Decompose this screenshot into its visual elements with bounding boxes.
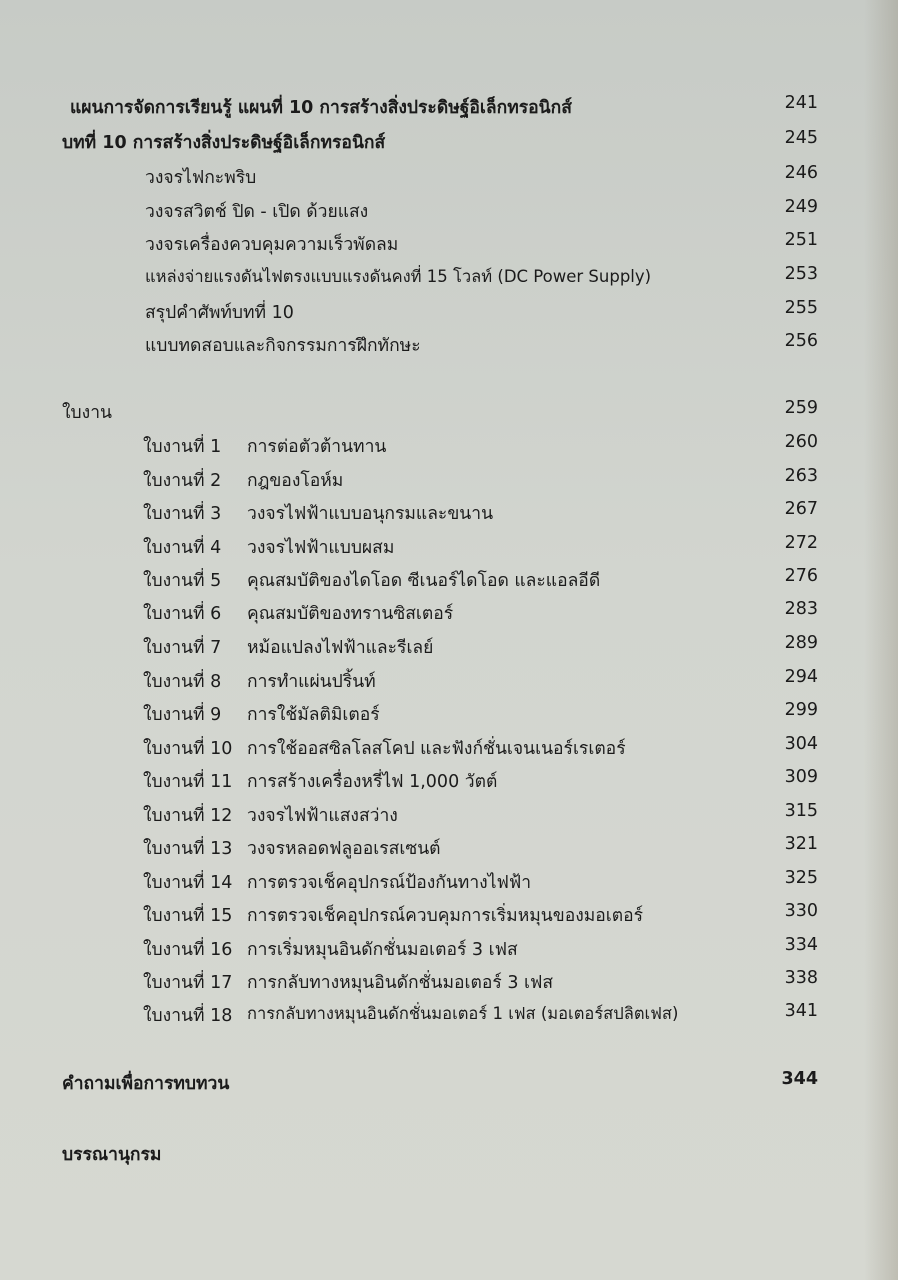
toc-worksheet-entry bbox=[0, 566, 898, 596]
toc-entry-page: 256 bbox=[784, 331, 818, 351]
toc-entry-page: 251 bbox=[784, 230, 818, 250]
toc-worksheet-entry bbox=[0, 466, 898, 496]
worksheet-label: ใบงานที่ 4 bbox=[143, 538, 222, 558]
toc-entry-page: 304 bbox=[784, 734, 818, 754]
toc-entry-title: การใช้มัลติมิเตอร์ bbox=[247, 705, 380, 725]
worksheet-label: ใบงานที่ 2 bbox=[143, 471, 222, 491]
toc-entry-page: 283 bbox=[784, 599, 818, 619]
toc-entry-page: 245 bbox=[784, 128, 818, 148]
toc-worksheet-entry bbox=[0, 935, 898, 965]
toc-subentry bbox=[0, 197, 898, 227]
toc-entry-title: การใช้ออสซิลโลสโคป และฟังก์ชั่นเจนเนอร์เรเตอร์ bbox=[247, 739, 626, 759]
toc-entry-title: คุณสมบัติของทรานซิสเตอร์ bbox=[247, 604, 454, 624]
toc-worksheet-entry bbox=[0, 1001, 898, 1031]
worksheet-label: ใบงานที่ 11 bbox=[143, 772, 233, 792]
toc-entry-title: วงจรไฟฟ้าแบบอนุกรมและขนาน bbox=[247, 504, 494, 524]
toc-entry-title: การต่อตัวต้านทาน bbox=[247, 437, 387, 457]
toc-entry-page: 341 bbox=[784, 1001, 818, 1021]
toc-entry-page: 338 bbox=[784, 968, 818, 988]
worksheet-label: ใบงานที่ 6 bbox=[143, 604, 222, 624]
toc-entry-page: 241 bbox=[784, 93, 818, 113]
toc-entry-title: คุณสมบัติของไดโอด ซีเนอร์ไดโอด และแอลอีดี bbox=[247, 571, 601, 591]
toc-worksheet-entry bbox=[0, 499, 898, 529]
toc-subentry bbox=[0, 163, 898, 193]
toc-worksheet-entry bbox=[0, 432, 898, 462]
toc-entry-title: แหล่งจ่ายแรงดันไฟตรงแบบแรงดันคงที่ 15 โวลท์ (DC Power Supply) bbox=[145, 267, 652, 286]
toc-entry-title: การกลับทางหมุนอินดักชั่นมอเตอร์ 3 เฟส bbox=[247, 973, 554, 993]
toc-entry-title: กฎของโอห์ม bbox=[247, 471, 344, 491]
toc-entry-title: แผนการจัดการเรียนรู้ แผนที่ 10 การสร้างสิ่งประดิษฐ์อิเล็กทรอนิกส์ bbox=[70, 98, 572, 118]
toc-worksheet-entry bbox=[0, 834, 898, 864]
toc-entry-title: การเริ่มหมุนอินดักชั่นมอเตอร์ 3 เฟส bbox=[247, 940, 518, 960]
toc-entry-page: 344 bbox=[781, 1069, 818, 1089]
toc-entry-title: วงจรไฟกะพริบ bbox=[145, 168, 257, 188]
toc-worksheet-entry bbox=[0, 633, 898, 663]
worksheet-label: ใบงานที่ 8 bbox=[143, 672, 222, 692]
toc-entry-page: 246 bbox=[784, 163, 818, 183]
toc-entry-page: 255 bbox=[784, 298, 818, 318]
toc-entry-title: การทำแผ่นปริ้นท์ bbox=[247, 672, 376, 692]
toc-worksheet-entry bbox=[0, 767, 898, 797]
toc-worksheet-entry bbox=[0, 533, 898, 563]
worksheet-label: ใบงานที่ 17 bbox=[143, 973, 233, 993]
worksheet-label: ใบงานที่ 15 bbox=[143, 906, 233, 926]
toc-entry-page: 267 bbox=[784, 499, 818, 519]
worksheet-label: ใบงานที่ 5 bbox=[143, 571, 222, 591]
toc-entry-page: 321 bbox=[784, 834, 818, 854]
worksheet-label: ใบงานที่ 7 bbox=[143, 638, 222, 658]
toc-entry-title: คำถามเพื่อการทบทวน bbox=[62, 1074, 230, 1094]
toc-entry-page: 334 bbox=[784, 935, 818, 955]
toc-entry-worksheets bbox=[0, 398, 898, 428]
toc-entry-title: วงจรหลอดฟลูออเรสเซนต์ bbox=[247, 839, 441, 859]
toc-worksheet-entry bbox=[0, 700, 898, 730]
toc-entry-title: การสร้างเครื่องหรี่ไฟ 1,000 วัตต์ bbox=[247, 772, 498, 792]
worksheet-label: ใบงานที่ 14 bbox=[143, 873, 233, 893]
toc-entry-title: วงจรไฟฟ้าแบบผสม bbox=[247, 538, 395, 558]
toc-entry-page: 259 bbox=[784, 398, 818, 418]
worksheet-label: ใบงานที่ 13 bbox=[143, 839, 233, 859]
toc-entry-page: 325 bbox=[784, 868, 818, 888]
toc-entry-page: 276 bbox=[784, 566, 818, 586]
worksheet-label: ใบงานที่ 16 bbox=[143, 940, 233, 960]
toc-entry-review bbox=[0, 1069, 898, 1099]
toc-entry-title: วงจรเครื่องควบคุมความเร็วพัดลม bbox=[145, 235, 399, 255]
worksheet-label: ใบงานที่ 12 bbox=[143, 806, 233, 826]
toc-entry-title: การตรวจเช็คอุปกรณ์ควบคุมการเริ่มหมุนของมอเตอร์ bbox=[247, 906, 644, 926]
toc-entry-title: การตรวจเช็คอุปกรณ์ป้องกันทางไฟฟ้า bbox=[247, 873, 532, 893]
toc-subentry bbox=[0, 331, 898, 361]
toc-entry-page: 330 bbox=[784, 901, 818, 921]
worksheet-label: ใบงานที่ 18 bbox=[143, 1006, 233, 1026]
toc-entry-title: หม้อแปลงไฟฟ้าและรีเลย์ bbox=[247, 638, 434, 658]
toc-worksheet-entry bbox=[0, 868, 898, 898]
toc-entry-bibliography bbox=[0, 1140, 898, 1170]
toc-entry-title: สรุปคำศัพท์บทที่ 10 bbox=[145, 303, 294, 323]
toc-entry-title: บทที่ 10 การสร้างสิ่งประดิษฐ์อิเล็กทรอนิกส์ bbox=[62, 133, 386, 153]
worksheet-label: ใบงานที่ 1 bbox=[143, 437, 222, 457]
toc-entry-page: 253 bbox=[784, 264, 818, 284]
toc-entry-chapter-10 bbox=[0, 128, 898, 158]
toc-worksheet-entry bbox=[0, 667, 898, 697]
toc-worksheet-entry bbox=[0, 901, 898, 931]
toc-entry-page: 289 bbox=[784, 633, 818, 653]
worksheet-label: ใบงานที่ 9 bbox=[143, 705, 222, 725]
toc-entry-title: บรรณานุกรม bbox=[62, 1145, 162, 1165]
toc-entry-page: 309 bbox=[784, 767, 818, 787]
toc-entry-page: 272 bbox=[784, 533, 818, 553]
toc-entry-title: แบบทดสอบและกิจกรรมการฝึกทักษะ bbox=[145, 336, 421, 356]
toc-entry-title: วงจรสวิตช์ ปิด - เปิด ด้วยแสง bbox=[145, 202, 369, 222]
toc-entry-title: การกลับทางหมุนอินดักชั่นมอเตอร์ 1 เฟส (มอเตอร์สปลิตเฟส) bbox=[247, 1004, 679, 1023]
toc-subentry bbox=[0, 264, 898, 294]
toc-entry-page: 315 bbox=[784, 801, 818, 821]
toc-worksheet-entry bbox=[0, 599, 898, 629]
worksheet-label: ใบงานที่ 10 bbox=[143, 739, 233, 759]
toc-worksheet-entry bbox=[0, 801, 898, 831]
toc-entry-page: 299 bbox=[784, 700, 818, 720]
worksheet-label: ใบงานที่ 3 bbox=[143, 504, 222, 524]
toc-worksheet-entry bbox=[0, 968, 898, 998]
toc-entry-title: ใบงาน bbox=[62, 403, 112, 423]
toc-entry-page: 294 bbox=[784, 667, 818, 687]
toc-subentry bbox=[0, 230, 898, 260]
toc-worksheet-entry bbox=[0, 734, 898, 764]
toc-entry-page: 249 bbox=[784, 197, 818, 217]
toc-subentry bbox=[0, 298, 898, 328]
toc-entry-page: 260 bbox=[784, 432, 818, 452]
toc-entry-title: วงจรไฟฟ้าแสงสว่าง bbox=[247, 806, 398, 826]
toc-entry-plan-10 bbox=[0, 93, 898, 123]
toc-entry-page: 263 bbox=[784, 466, 818, 486]
